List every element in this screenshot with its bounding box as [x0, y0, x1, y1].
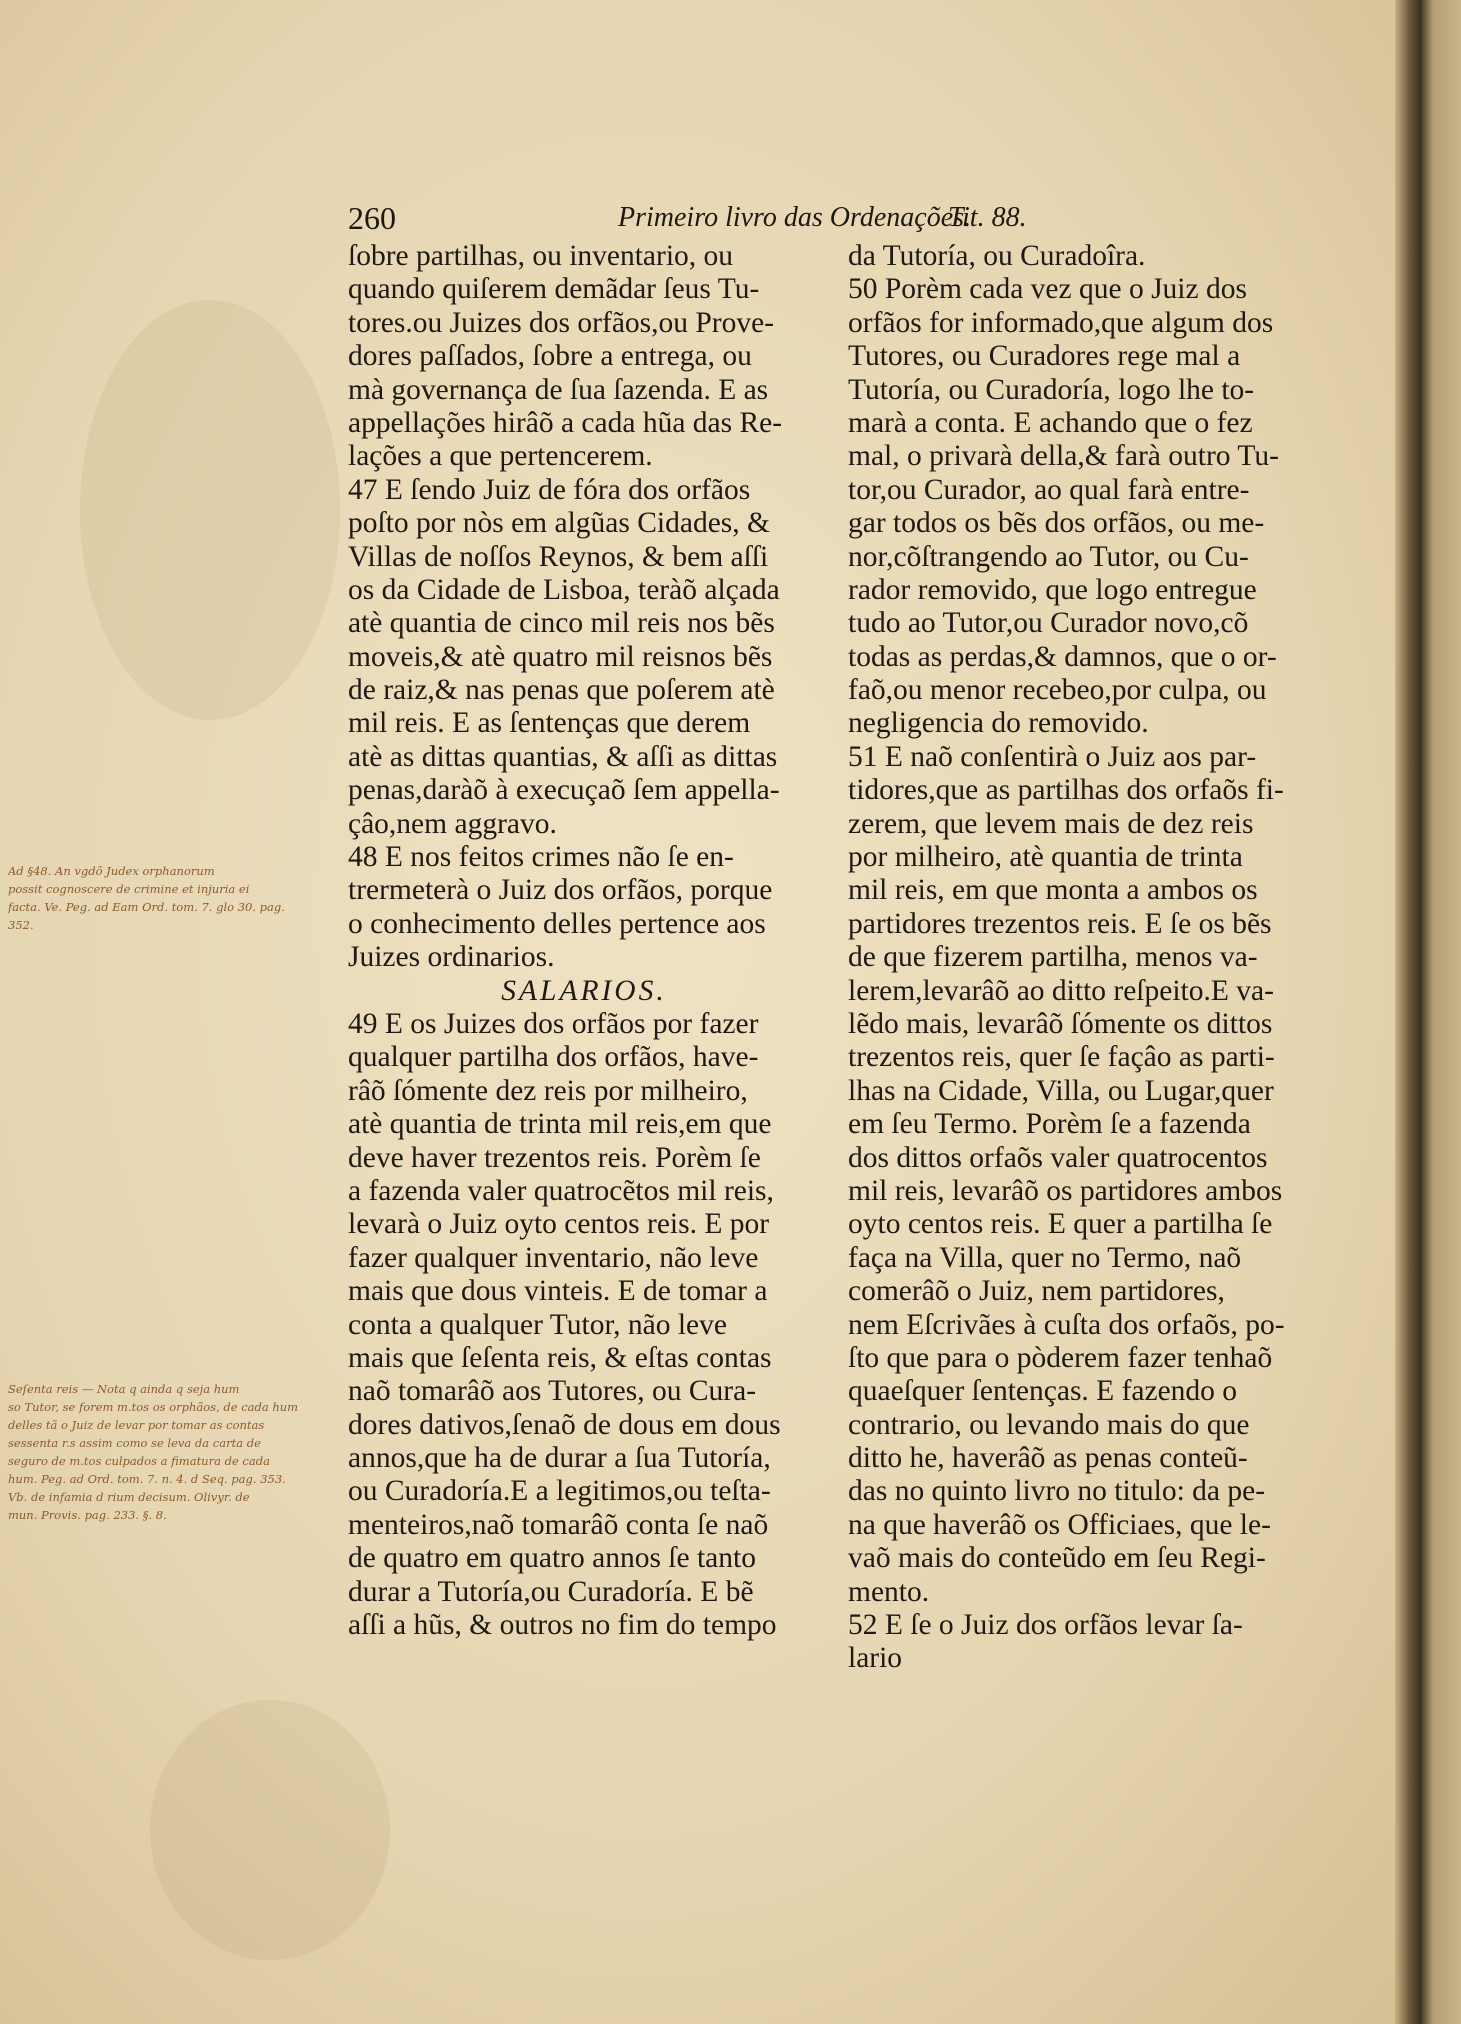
text-line: 52 E ſe o Juiz dos orfãos levar ſa- — [848, 1609, 1243, 1642]
text-line: atè quantia de trinta mil reis,em que — [348, 1108, 772, 1141]
text-line: dores paſſados, ſobre a entrega, ou — [348, 340, 752, 373]
page-header — [348, 200, 1328, 240]
text-line: lhas na Cidade, Villa, ou Lugar,quer — [848, 1074, 1274, 1107]
margin-note-paragraph-48 — [8, 862, 343, 934]
text-line: mun. Provis. pag. 233. §. 8. — [8, 1508, 167, 1522]
text-line: lações a que pertencerem. — [348, 440, 653, 473]
text-line: ſobre partilhas, ou inventario, ou — [348, 240, 734, 272]
text-line: mal, o privarà della,& farà outro Tu- — [848, 440, 1279, 473]
text-line: Villas de noſſos Reynos, & bem aſſi — [348, 540, 769, 573]
text-line: mà governança de ſua ſazenda. E as — [348, 373, 769, 406]
text-line: quaeſquer ſentenças. E fazendo o — [848, 1375, 1238, 1408]
text-line: de que fizerem partilha, menos va- — [848, 941, 1258, 974]
text-line: contrario, ou levando mais do que — [848, 1408, 1250, 1441]
text-line: atè as dittas quantias, & aſſi as dittas — [348, 740, 778, 773]
text-line: oyto centos reis. E quer a partilha ſe — [848, 1208, 1273, 1241]
text-line: da Tutoría, ou Curadoîra. — [848, 240, 1146, 272]
text-line: trermeterà o Juiz dos orfãos, porque — [348, 874, 773, 907]
text-line: ou Curadoría.E a legitimos,ou teſta- — [348, 1475, 771, 1508]
text-line: de raiz,& nas penas que poſerem atè — [348, 674, 775, 707]
text-line: Seſenta reis — Nota q ainda q seja hum — [8, 1382, 240, 1396]
paper-stain — [150, 1700, 390, 1960]
text-line: quando quiſerem demãdar ſeus Tu- — [348, 273, 760, 306]
text-line: orfãos for informado,que algum dos — [848, 306, 1274, 339]
text-line: rador removido, que logo entregue — [848, 573, 1257, 606]
text-line: deve haver trezentos reis. Porèm ſe — [348, 1141, 761, 1174]
text-line: nem Eſcrivães à cuſta dos orfaõs, po- — [848, 1308, 1285, 1341]
text-line: de quatro em quatro annos ſe tanto — [348, 1542, 756, 1575]
margin-note-paragraph-49 — [8, 1380, 343, 1524]
text-line: levarà o Juiz oyto centos reis. E por — [348, 1208, 770, 1241]
text-line: aſſi a hũs, & outros no fim do tempo — [348, 1609, 777, 1642]
text-line: partidores trezentos reis. E ſe os bẽs — [848, 907, 1272, 940]
text-line: Vb. de infamia d rium decisum. Olivyr. de — [8, 1490, 250, 1504]
text-line: comerâõ o Juiz, nem partidores, — [848, 1275, 1225, 1308]
text-line: zerem, que levem mais de dez reis — [848, 807, 1254, 840]
text-line: fazer qualquer inventario, não leve — [348, 1241, 759, 1274]
text-line: annos,que ha de durar a ſua Tutoría, — [348, 1442, 771, 1475]
text-line: SALARIOS. — [501, 974, 667, 1007]
text-line: appellações hirâõ a cada hũa das Re- — [348, 406, 783, 439]
text-line: penas,daràõ à execuçaõ ſem appella- — [348, 774, 780, 807]
text-line: 49 E os Juizes dos orfãos por fazer — [348, 1007, 759, 1040]
text-line: mil reis, levarâõ os partidores ambos — [848, 1174, 1283, 1207]
text-line: so Tutor, se forem m.tos os orphãos, de cada hum — [8, 1400, 299, 1414]
text-line: lerem,levarâõ ao ditto reſpeito.E va- — [848, 974, 1274, 1007]
text-line: o conhecimento delles pertence aos — [348, 907, 766, 940]
title-number: Tit. 88. — [948, 202, 1027, 233]
text-line: gar todos os bẽs dos orfãos, ou me- — [848, 507, 1265, 540]
text-line: os da Cidade de Lisboa, teràõ alçada — [348, 573, 780, 606]
text-line: Tutores, ou Curadores rege mal a — [848, 340, 1241, 373]
text-line: qualquer partilha dos orfãos, have- — [348, 1041, 759, 1074]
text-line: seguro de m.tos culpados a fimatura de cada — [8, 1454, 270, 1468]
text-line: todas as perdas,& damnos, que o or- — [848, 640, 1277, 673]
text-line: lẽdo mais, levarâõ ſómente os dittos — [848, 1007, 1273, 1040]
text-line: conta a qualquer Tutor, não leve — [348, 1308, 727, 1341]
text-line: dos dittos orfaõs valer quatrocentos — [848, 1141, 1268, 1174]
text-line: atè quantia de cinco mil reis nos bẽs — [348, 607, 775, 640]
text-line: facta. Ve. Peg. ad Eam Ord. tom. 7. glo 30. pag. — [8, 900, 285, 914]
text-line: possit cognoscere de crimine et injuria ei — [8, 882, 250, 896]
right-text-column — [848, 240, 1320, 1676]
text-line: 48 E nos feitos crimes não ſe en- — [348, 841, 734, 874]
text-line: tores.ou Juizes dos orfãos,ou Prove- — [348, 306, 775, 339]
text-line: vaõ mais do conteũdo em ſeu Regi- — [848, 1542, 1266, 1575]
adjacent-page-edge — [1421, 0, 1461, 2024]
paper-stain — [80, 300, 340, 720]
text-line: menteiros,naõ tomarâõ conta ſe naõ — [348, 1508, 769, 1541]
text-line: tidores,que as partilhas dos orfaõs fi- — [848, 774, 1284, 807]
text-line: tudo ao Tutor,ou Curador novo,cõ — [848, 607, 1249, 640]
text-line: ditto he, haverâõ as penas conteũ- — [848, 1442, 1248, 1475]
text-line: mil reis, em que monta a ambos os — [848, 874, 1258, 907]
running-title: Primeiro livro das Ordenações. — [618, 202, 972, 233]
text-line: mais que ſeſenta reis, & eſtas contas — [348, 1341, 772, 1374]
text-line: mais que dous vinteis. E de tomar a — [348, 1275, 768, 1308]
text-line: trezentos reis, quer ſe façâo as parti- — [848, 1041, 1275, 1074]
book-gutter — [1395, 0, 1421, 2024]
text-line: das no quinto livro no titulo: da pe- — [848, 1475, 1266, 1508]
text-line: tor,ou Curador, ao qual farà entre- — [848, 473, 1250, 506]
left-text-column — [348, 240, 820, 1642]
text-line: Juizes ordinarios. — [348, 941, 555, 974]
text-line: poſto por nòs em algũas Cidades, & — [348, 507, 770, 540]
page-number: 260 — [348, 200, 396, 236]
text-line: râõ ſómente dez reis por milheiro, — [348, 1074, 748, 1107]
text-line: em ſeu Termo. Porèm ſe a fazenda — [848, 1108, 1251, 1141]
text-line: Ad §48. An vgdõ Judex orphanorum — [8, 864, 215, 878]
text-line: 50 Porèm cada vez que o Juiz dos — [848, 273, 1247, 306]
text-line: naõ tomarâõ aos Tutores, ou Cura- — [348, 1375, 757, 1408]
text-line: Tutoría, ou Curadoría, logo lhe to- — [848, 373, 1255, 406]
text-line: faõ,ou menor recebeo,por culpa, ou — [848, 674, 1267, 707]
text-line: marà a conta. E achando que o fez — [848, 406, 1253, 439]
text-line: negligencia do removido. — [848, 707, 1149, 740]
text-line: na que haverâõ os Officiaes, que le- — [848, 1508, 1271, 1541]
text-line: mil reis. E as ſentenças que derem — [348, 707, 751, 740]
text-line: ſto que para o pòderem fazer tenhaõ — [848, 1341, 1273, 1374]
text-line: hum. Peg. ad Ord. tom. 7. n. 4. d Seq. pag. 353. — [8, 1472, 286, 1486]
text-line: lario — [848, 1642, 903, 1675]
text-line: durar a Tutoría,ou Curadoría. E bẽ — [348, 1575, 754, 1608]
text-line: sessenta r.s assim como se leva da carta de — [8, 1436, 261, 1450]
text-line: delles tã o Juiz de levar por tomar as contas — [8, 1418, 265, 1432]
text-line: mento. — [848, 1575, 930, 1608]
text-line: a fazenda valer quatrocẽtos mil reis, — [348, 1174, 774, 1207]
text-line: dores dativos,ſenaõ de dous em dous — [348, 1408, 781, 1441]
text-line: 47 E ſendo Juiz de fóra dos orfãos — [348, 473, 751, 506]
text-line: faça na Villa, quer no Termo, naõ — [848, 1241, 1242, 1274]
text-line: nor,cõſtrangendo ao Tutor, ou Cu- — [848, 540, 1249, 573]
text-line: 352. — [8, 918, 34, 932]
text-line: por milheiro, atè quantia de trinta — [848, 841, 1243, 874]
text-line: çâo,nem aggravo. — [348, 807, 557, 840]
text-line: moveis,& atè quatro mil reisnos bẽs — [348, 640, 773, 673]
text-line: 51 E naõ conſentirà o Juiz aos par- — [848, 740, 1257, 773]
